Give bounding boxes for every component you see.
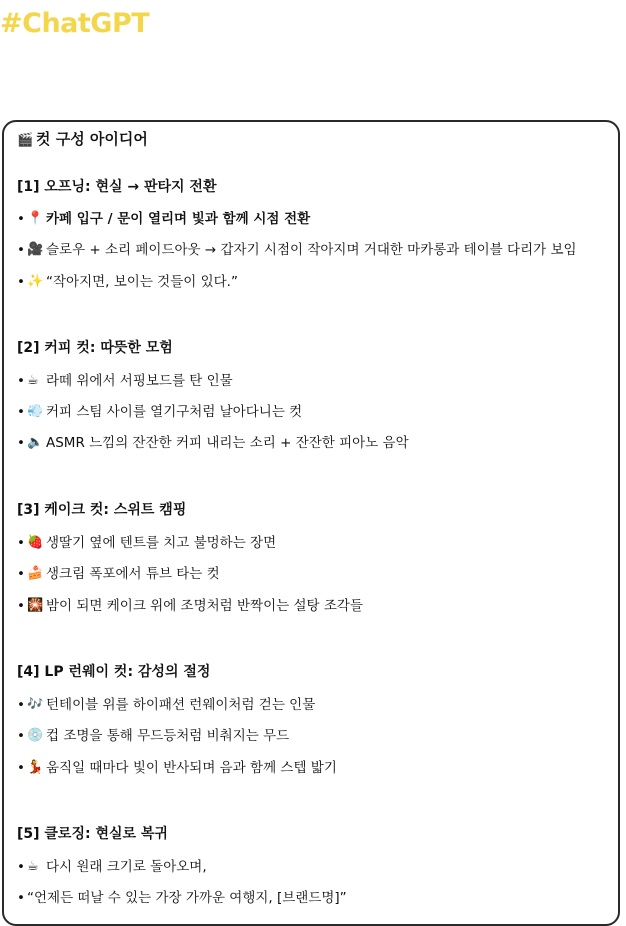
list-item-text: 슬로우 + 소리 페이드아웃 → 갑자기 시점이 작아지며 거대한 마카롱과 테이블 다리가 보임 — [46, 242, 577, 258]
section-heading: [3] 케이크 컷: 스위트 캠핑 — [17, 502, 187, 518]
list-item: • ☕ 라떼 위에서 서핑보드를 탄 인물 — [17, 373, 233, 389]
list-item-text: “작아지면, 보이는 것들이 있다.” — [46, 274, 238, 290]
list-item-text: 카페 입구 / 문이 열리며 빛과 함께 시점 전환 — [46, 211, 311, 227]
list-item-text: 라떼 위에서 서핑보드를 탄 인물 — [46, 373, 233, 389]
clapperboard-icon: 🎬 — [17, 133, 34, 148]
list-item: • “언제든 떠날 수 있는 가장 가까운 여행지, [브랜드명]” — [17, 890, 347, 906]
list-item-text: 다시 원래 크기로 돌아오며, — [46, 859, 207, 875]
list-item-text: “언제든 떠날 수 있는 가장 가까운 여행지, [브랜드명]” — [27, 890, 347, 906]
list-item-text: 밤이 되면 케이크 위에 조명처럼 반짝이는 설탕 조각들 — [46, 598, 363, 614]
list-item: • 💃 움직일 때마다 빛이 반사되며 음과 함께 스텝 밟기 — [17, 760, 337, 776]
sparkles-icon: ✨ — [27, 274, 44, 289]
list-item-text: 컵 조명을 통해 무드등처럼 비춰지는 무드 — [46, 728, 290, 744]
camera-icon: 🎥 — [27, 242, 44, 257]
music-notes-icon: 🎶 — [27, 697, 44, 712]
list-item: • 🎶 턴테이블 위를 하이패션 런웨이처럼 걷는 인물 — [17, 697, 316, 713]
list-item: • 🍓 생딸기 옆에 텐트를 치고 불멍하는 장면 — [17, 535, 277, 551]
list-item-text: 생딸기 옆에 텐트를 치고 불멍하는 장면 — [46, 535, 277, 551]
list-item: • ☕ 다시 원래 크기로 돌아오며, — [17, 859, 207, 875]
disc-icon: 💿 — [27, 728, 44, 743]
coffee-icon: ☕ — [27, 859, 39, 874]
section-heading: [5] 클로징: 현실로 복귀 — [17, 826, 168, 842]
list-item-text: 생크림 폭포에서 튜브 타는 컷 — [46, 566, 220, 582]
firework-icon: 🎇 — [27, 598, 44, 613]
steam-icon: 💨 — [27, 404, 44, 419]
list-item: • 🔈 ASMR 느낌의 잔잔한 커피 내리는 소리 + 잔잔한 피아노 음악 — [17, 435, 409, 451]
list-item-text: ASMR 느낌의 잔잔한 커피 내리는 소리 + 잔잔한 피아노 음악 — [46, 435, 409, 451]
list-item: • 🎇 밤이 되면 케이크 위에 조명처럼 반짝이는 설탕 조각들 — [17, 598, 363, 614]
list-item: • 💿 컵 조명을 통해 무드등처럼 비춰지는 무드 — [17, 728, 290, 744]
list-item: • ✨ “작아지면, 보이는 것들이 있다.” — [17, 274, 238, 290]
card-title-text: 컷 구성 아이디어 — [36, 130, 148, 148]
list-item: • 📍 카페 입구 / 문이 열리며 빛과 함께 시점 전환 — [17, 211, 311, 227]
card-title — [17, 129, 148, 151]
cake-icon: 🍰 — [27, 566, 44, 581]
section-heading: [2] 커피 컷: 따뜻한 모험 — [17, 340, 173, 356]
pin-icon: 📍 — [27, 211, 44, 226]
list-item-text: 커피 스팀 사이를 열기구처럼 날아다니는 컷 — [46, 404, 303, 420]
section-heading: [1] 오프닝: 현실 → 판타지 전환 — [17, 179, 217, 195]
list-item-text: 움직일 때마다 빛이 반사되며 음과 함께 스텝 밟기 — [46, 760, 337, 776]
list-item: • 🎥 슬로우 + 소리 페이드아웃 → 갑자기 시점이 작아지며 거대한 마카롱과 테이블 다리가 보임 — [17, 242, 577, 258]
coffee-icon: ☕ — [27, 373, 39, 388]
dancer-icon: 💃 — [27, 760, 44, 775]
list-item-text: 턴테이블 위를 하이패션 런웨이처럼 걷는 인물 — [46, 697, 316, 713]
strawberry-icon: 🍓 — [27, 535, 44, 550]
hashtag-title: #ChatGPT — [0, 8, 150, 39]
speaker-icon: 🔈 — [27, 435, 44, 450]
list-item: • 🍰 생크림 폭포에서 튜브 타는 컷 — [17, 566, 220, 582]
section-heading: [4] LP 런웨이 컷: 감성의 절정 — [17, 664, 211, 680]
chat-response-card — [2, 120, 620, 926]
list-item: • 💨 커피 스팀 사이를 열기구처럼 날아다니는 컷 — [17, 404, 303, 420]
